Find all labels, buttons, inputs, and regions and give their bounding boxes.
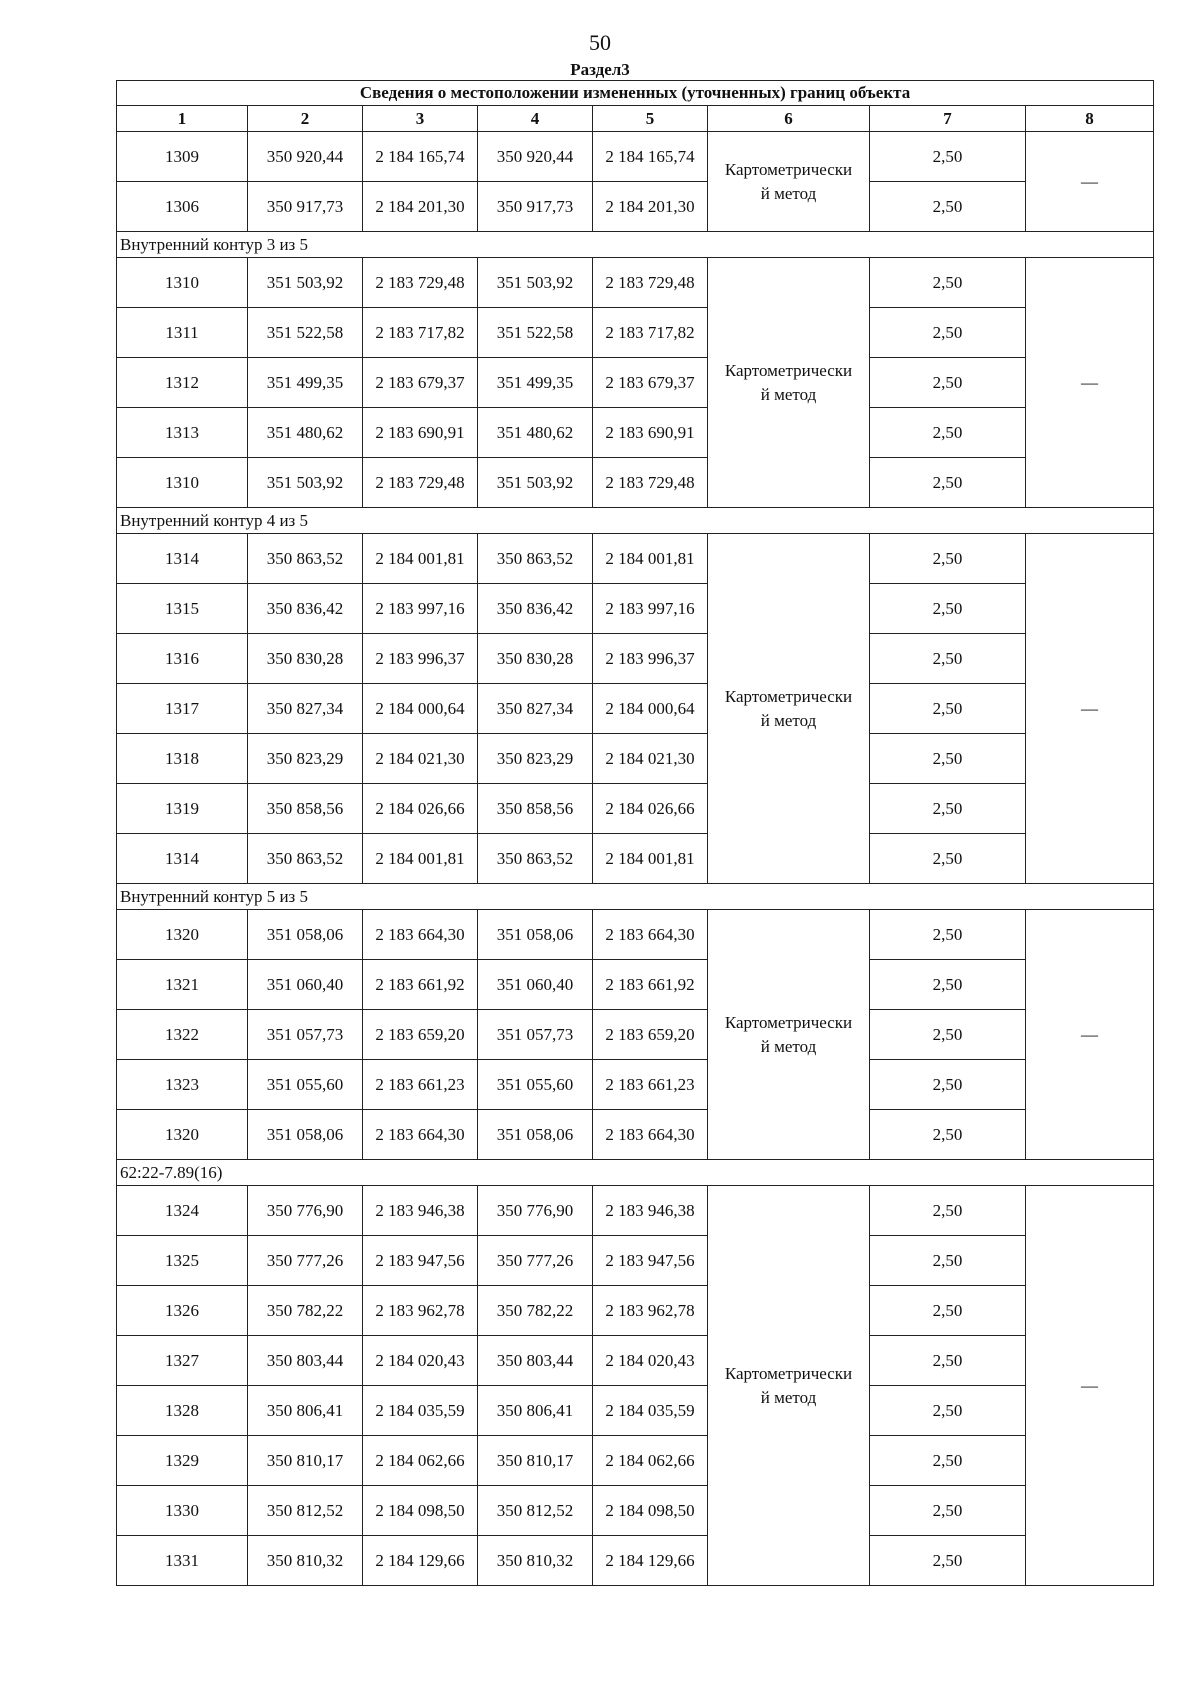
- x-new-cell: 351 503,92: [478, 458, 593, 508]
- point-number-cell: 1329: [117, 1436, 248, 1486]
- accuracy-cell: 2,50: [870, 1486, 1026, 1536]
- table-row: [117, 458, 1154, 508]
- note-dash-cell: —: [1026, 1186, 1154, 1586]
- method-text-line: й метод: [760, 1036, 817, 1056]
- contour-label: 62:22-7.89(16): [117, 1160, 1154, 1186]
- table-row: [117, 358, 1154, 408]
- point-number-cell: 1321: [117, 960, 248, 1010]
- x-existing-cell: 350 810,32: [248, 1536, 363, 1586]
- y-new-cell: 2 183 717,82: [593, 308, 708, 358]
- note-dash-cell: —: [1026, 534, 1154, 884]
- y-existing-cell: 2 183 661,92: [363, 960, 478, 1010]
- x-existing-cell: 350 920,44: [248, 132, 363, 182]
- accuracy-cell: 2,50: [870, 408, 1026, 458]
- y-existing-cell: 2 183 997,16: [363, 584, 478, 634]
- y-existing-cell: 2 184 098,50: [363, 1486, 478, 1536]
- y-new-cell: 2 183 664,30: [593, 1110, 708, 1160]
- method-text-line: Картометрически: [724, 1363, 853, 1383]
- accuracy-cell: 2,50: [870, 308, 1026, 358]
- table-row: [117, 784, 1154, 834]
- x-existing-cell: 351 055,60: [248, 1060, 363, 1110]
- y-existing-cell: 2 184 201,30: [363, 182, 478, 232]
- x-new-cell: 350 810,17: [478, 1436, 593, 1486]
- y-new-cell: 2 184 020,43: [593, 1336, 708, 1386]
- contour-separator-row: [117, 508, 1154, 534]
- accuracy-cell: 2,50: [870, 1286, 1026, 1336]
- point-number-cell: 1324: [117, 1186, 248, 1236]
- y-new-cell: 2 183 659,20: [593, 1010, 708, 1060]
- table-row: [117, 1386, 1154, 1436]
- accuracy-cell: 2,50: [870, 834, 1026, 884]
- y-new-cell: 2 184 062,66: [593, 1436, 708, 1486]
- column-number: 1: [117, 106, 248, 132]
- page-number: 50: [589, 30, 611, 55]
- y-existing-cell: 2 183 717,82: [363, 308, 478, 358]
- x-existing-cell: 351 503,92: [248, 258, 363, 308]
- point-number-cell: 1313: [117, 408, 248, 458]
- x-existing-cell: 350 806,41: [248, 1386, 363, 1436]
- table-caption-row: [117, 81, 1154, 106]
- table-row: [117, 534, 1154, 584]
- x-new-cell: 350 920,44: [478, 132, 593, 182]
- y-existing-cell: 2 183 679,37: [363, 358, 478, 408]
- accuracy-cell: 2,50: [870, 1010, 1026, 1060]
- y-new-cell: 2 183 996,37: [593, 634, 708, 684]
- note-dash-cell: —: [1026, 132, 1154, 232]
- point-number-cell: 1309: [117, 132, 248, 182]
- y-existing-cell: 2 184 035,59: [363, 1386, 478, 1436]
- x-existing-cell: 350 917,73: [248, 182, 363, 232]
- point-number-cell: 1316: [117, 634, 248, 684]
- point-number-cell: 1320: [117, 1110, 248, 1160]
- table-row: [117, 308, 1154, 358]
- point-number-cell: 1322: [117, 1010, 248, 1060]
- note-dash-cell: —: [1026, 258, 1154, 508]
- contour-separator-row: [117, 884, 1154, 910]
- x-new-cell: 350 776,90: [478, 1186, 593, 1236]
- x-new-cell: 351 058,06: [478, 910, 593, 960]
- x-new-cell: 350 782,22: [478, 1286, 593, 1336]
- y-new-cell: 2 184 001,81: [593, 534, 708, 584]
- method-cell: [708, 910, 870, 1160]
- x-existing-cell: 350 803,44: [248, 1336, 363, 1386]
- y-new-cell: 2 183 962,78: [593, 1286, 708, 1336]
- accuracy-cell: 2,50: [870, 784, 1026, 834]
- x-existing-cell: 350 823,29: [248, 734, 363, 784]
- point-number-cell: 1320: [117, 910, 248, 960]
- method-cell: [708, 258, 870, 508]
- y-existing-cell: 2 183 664,30: [363, 1110, 478, 1160]
- accuracy-cell: 2,50: [870, 960, 1026, 1010]
- column-number: 8: [1026, 106, 1154, 132]
- accuracy-cell: 2,50: [870, 634, 1026, 684]
- x-existing-cell: 350 810,17: [248, 1436, 363, 1486]
- x-new-cell: 351 060,40: [478, 960, 593, 1010]
- x-existing-cell: 350 830,28: [248, 634, 363, 684]
- contour-label: Внутренний контур 5 из 5: [117, 884, 1154, 910]
- y-existing-cell: 2 183 996,37: [363, 634, 478, 684]
- point-number-cell: 1318: [117, 734, 248, 784]
- y-existing-cell: 2 183 946,38: [363, 1186, 478, 1236]
- table-row: [117, 1060, 1154, 1110]
- table-row: [117, 1486, 1154, 1536]
- accuracy-cell: 2,50: [870, 684, 1026, 734]
- point-number-cell: 1310: [117, 458, 248, 508]
- table-row: [117, 910, 1154, 960]
- x-new-cell: 350 917,73: [478, 182, 593, 232]
- table-row: [117, 960, 1154, 1010]
- x-existing-cell: 351 480,62: [248, 408, 363, 458]
- accuracy-cell: 2,50: [870, 734, 1026, 784]
- accuracy-cell: 2,50: [870, 358, 1026, 408]
- x-existing-cell: 350 812,52: [248, 1486, 363, 1536]
- y-existing-cell: 2 184 129,66: [363, 1536, 478, 1586]
- x-new-cell: 351 480,62: [478, 408, 593, 458]
- table-row: [117, 1236, 1154, 1286]
- boundary-coordinates-table: [116, 80, 1154, 1586]
- table-row: [117, 1436, 1154, 1486]
- y-new-cell: 2 184 000,64: [593, 684, 708, 734]
- y-new-cell: 2 183 946,38: [593, 1186, 708, 1236]
- point-number-cell: 1327: [117, 1336, 248, 1386]
- contour-label: Внутренний контур 4 из 5: [117, 508, 1154, 534]
- method-text-line: й метод: [760, 710, 817, 730]
- method-text-line: й метод: [760, 183, 817, 203]
- point-number-cell: 1330: [117, 1486, 248, 1536]
- point-number-cell: 1312: [117, 358, 248, 408]
- point-number-cell: 1310: [117, 258, 248, 308]
- table-row: [117, 1186, 1154, 1236]
- x-new-cell: 351 055,60: [478, 1060, 593, 1110]
- x-new-cell: 351 057,73: [478, 1010, 593, 1060]
- accuracy-cell: 2,50: [870, 1336, 1026, 1386]
- y-new-cell: 2 183 729,48: [593, 458, 708, 508]
- method-text-line: Картометрически: [724, 159, 853, 179]
- y-new-cell: 2 183 947,56: [593, 1236, 708, 1286]
- x-existing-cell: 350 782,22: [248, 1286, 363, 1336]
- y-existing-cell: 2 184 026,66: [363, 784, 478, 834]
- accuracy-cell: 2,50: [870, 458, 1026, 508]
- point-number-cell: 1311: [117, 308, 248, 358]
- accuracy-cell: 2,50: [870, 1060, 1026, 1110]
- column-number: 3: [363, 106, 478, 132]
- point-number-cell: 1325: [117, 1236, 248, 1286]
- x-new-cell: 350 863,52: [478, 534, 593, 584]
- section-title: Раздел3: [570, 60, 630, 79]
- y-existing-cell: 2 183 729,48: [363, 258, 478, 308]
- accuracy-cell: 2,50: [870, 1536, 1026, 1586]
- y-existing-cell: 2 183 664,30: [363, 910, 478, 960]
- x-new-cell: 350 827,34: [478, 684, 593, 734]
- accuracy-cell: 2,50: [870, 258, 1026, 308]
- contour-label: Внутренний контур 3 из 5: [117, 232, 1154, 258]
- table-row: [117, 684, 1154, 734]
- x-new-cell: 351 522,58: [478, 308, 593, 358]
- y-new-cell: 2 184 021,30: [593, 734, 708, 784]
- y-existing-cell: 2 183 962,78: [363, 1286, 478, 1336]
- method-text-line: й метод: [760, 1387, 817, 1407]
- x-new-cell: 350 830,28: [478, 634, 593, 684]
- x-existing-cell: 350 863,52: [248, 534, 363, 584]
- x-existing-cell: 350 776,90: [248, 1186, 363, 1236]
- x-existing-cell: 351 057,73: [248, 1010, 363, 1060]
- y-new-cell: 2 183 661,92: [593, 960, 708, 1010]
- point-number-cell: 1323: [117, 1060, 248, 1110]
- table-row: [117, 1336, 1154, 1386]
- point-number-cell: 1314: [117, 834, 248, 884]
- x-new-cell: 350 836,42: [478, 584, 593, 634]
- method-cell: [708, 1186, 870, 1586]
- table-caption: Сведения о местоположении измененных (уточненных) границ объекта: [117, 81, 1154, 106]
- x-existing-cell: 350 777,26: [248, 1236, 363, 1286]
- point-number-cell: 1319: [117, 784, 248, 834]
- y-existing-cell: 2 183 947,56: [363, 1236, 478, 1286]
- y-new-cell: 2 183 679,37: [593, 358, 708, 408]
- table-row: [117, 182, 1154, 232]
- table-row: [117, 734, 1154, 784]
- contour-separator-row: [117, 1160, 1154, 1186]
- y-existing-cell: 2 183 690,91: [363, 408, 478, 458]
- x-existing-cell: 350 836,42: [248, 584, 363, 634]
- method-text-line: Картометрически: [724, 1012, 853, 1032]
- y-existing-cell: 2 184 001,81: [363, 834, 478, 884]
- y-new-cell: 2 183 690,91: [593, 408, 708, 458]
- method-text-line: Картометрически: [724, 360, 853, 380]
- y-new-cell: 2 184 098,50: [593, 1486, 708, 1536]
- table-row: [117, 634, 1154, 684]
- y-existing-cell: 2 184 165,74: [363, 132, 478, 182]
- x-existing-cell: 350 863,52: [248, 834, 363, 884]
- accuracy-cell: 2,50: [870, 132, 1026, 182]
- y-existing-cell: 2 184 001,81: [363, 534, 478, 584]
- table-row: [117, 258, 1154, 308]
- table-row: [117, 408, 1154, 458]
- point-number-cell: 1331: [117, 1536, 248, 1586]
- column-number: 6: [708, 106, 870, 132]
- table-row: [117, 1010, 1154, 1060]
- accuracy-cell: 2,50: [870, 1386, 1026, 1436]
- accuracy-cell: 2,50: [870, 534, 1026, 584]
- x-new-cell: 350 823,29: [478, 734, 593, 784]
- accuracy-cell: 2,50: [870, 1110, 1026, 1160]
- x-existing-cell: 351 058,06: [248, 1110, 363, 1160]
- y-existing-cell: 2 184 020,43: [363, 1336, 478, 1386]
- table-body: [117, 81, 1154, 1586]
- method-cell: [708, 132, 870, 232]
- y-new-cell: 2 184 035,59: [593, 1386, 708, 1436]
- x-existing-cell: 351 503,92: [248, 458, 363, 508]
- table-row: [117, 1536, 1154, 1586]
- table-row: [117, 1110, 1154, 1160]
- y-existing-cell: 2 183 661,23: [363, 1060, 478, 1110]
- point-number-cell: 1315: [117, 584, 248, 634]
- x-new-cell: 350 777,26: [478, 1236, 593, 1286]
- y-new-cell: 2 184 026,66: [593, 784, 708, 834]
- accuracy-cell: 2,50: [870, 1186, 1026, 1236]
- x-new-cell: 350 858,56: [478, 784, 593, 834]
- point-number-cell: 1317: [117, 684, 248, 734]
- accuracy-cell: 2,50: [870, 1436, 1026, 1486]
- x-new-cell: 351 058,06: [478, 1110, 593, 1160]
- x-existing-cell: 350 827,34: [248, 684, 363, 734]
- y-new-cell: 2 184 001,81: [593, 834, 708, 884]
- x-new-cell: 350 803,44: [478, 1336, 593, 1386]
- y-existing-cell: 2 184 062,66: [363, 1436, 478, 1486]
- point-number-cell: 1306: [117, 182, 248, 232]
- point-number-cell: 1314: [117, 534, 248, 584]
- table-row: [117, 132, 1154, 182]
- y-new-cell: 2 183 661,23: [593, 1060, 708, 1110]
- y-new-cell: 2 184 201,30: [593, 182, 708, 232]
- accuracy-cell: 2,50: [870, 182, 1026, 232]
- y-new-cell: 2 183 729,48: [593, 258, 708, 308]
- method-cell: [708, 534, 870, 884]
- point-number-cell: 1328: [117, 1386, 248, 1436]
- column-number-row: [117, 106, 1154, 132]
- y-existing-cell: 2 184 000,64: [363, 684, 478, 734]
- y-existing-cell: 2 183 729,48: [363, 458, 478, 508]
- x-existing-cell: 351 058,06: [248, 910, 363, 960]
- column-number: 7: [870, 106, 1026, 132]
- y-new-cell: 2 184 165,74: [593, 132, 708, 182]
- column-number: 4: [478, 106, 593, 132]
- note-dash-cell: —: [1026, 910, 1154, 1160]
- method-text-line: Картометрически: [724, 686, 853, 706]
- y-new-cell: 2 183 997,16: [593, 584, 708, 634]
- x-new-cell: 350 810,32: [478, 1536, 593, 1586]
- table-row: [117, 1286, 1154, 1336]
- contour-separator-row: [117, 232, 1154, 258]
- point-number-cell: 1326: [117, 1286, 248, 1336]
- accuracy-cell: 2,50: [870, 1236, 1026, 1286]
- x-new-cell: 350 863,52: [478, 834, 593, 884]
- x-new-cell: 351 499,35: [478, 358, 593, 408]
- column-number: 5: [593, 106, 708, 132]
- column-number: 2: [248, 106, 363, 132]
- x-existing-cell: 350 858,56: [248, 784, 363, 834]
- y-new-cell: 2 183 664,30: [593, 910, 708, 960]
- x-existing-cell: 351 522,58: [248, 308, 363, 358]
- y-existing-cell: 2 184 021,30: [363, 734, 478, 784]
- accuracy-cell: 2,50: [870, 584, 1026, 634]
- x-new-cell: 351 503,92: [478, 258, 593, 308]
- x-existing-cell: 351 499,35: [248, 358, 363, 408]
- x-existing-cell: 351 060,40: [248, 960, 363, 1010]
- table-row: [117, 834, 1154, 884]
- x-new-cell: 350 806,41: [478, 1386, 593, 1436]
- y-existing-cell: 2 183 659,20: [363, 1010, 478, 1060]
- accuracy-cell: 2,50: [870, 910, 1026, 960]
- table-row: [117, 584, 1154, 634]
- method-text-line: й метод: [760, 384, 817, 404]
- y-new-cell: 2 184 129,66: [593, 1536, 708, 1586]
- x-new-cell: 350 812,52: [478, 1486, 593, 1536]
